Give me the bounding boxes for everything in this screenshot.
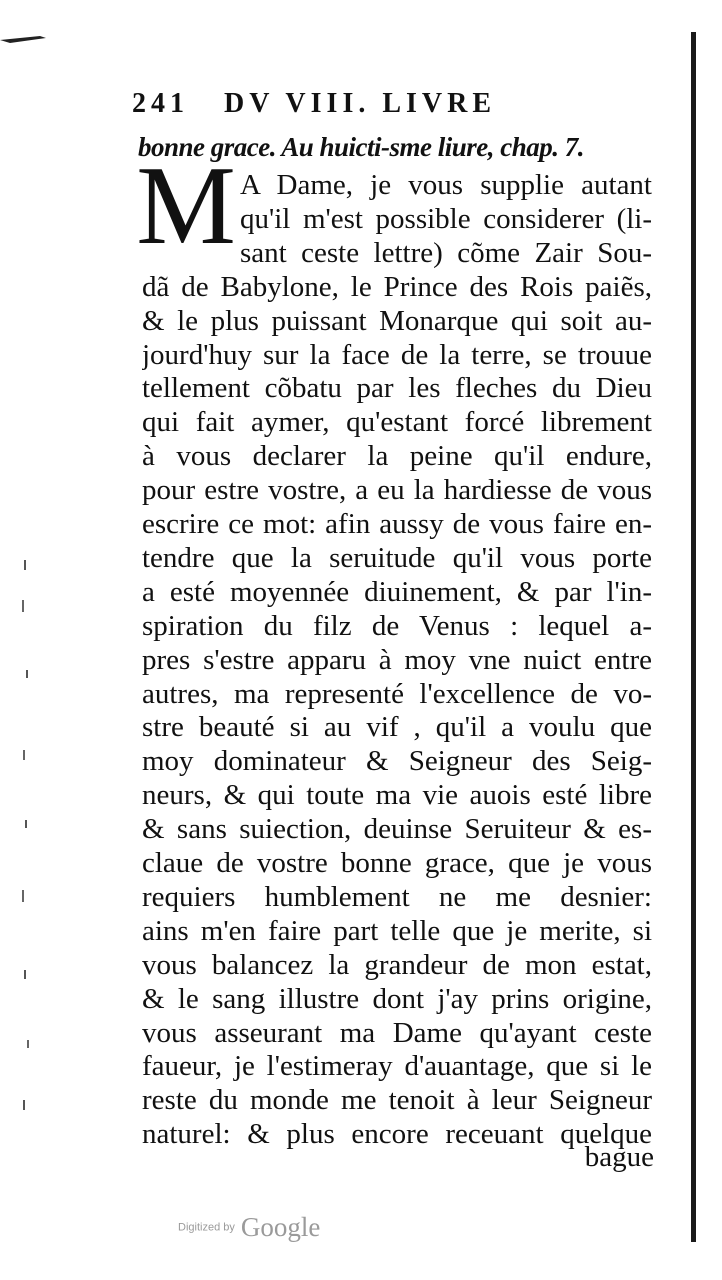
digitized-watermark (178, 1212, 338, 1252)
text-line: à vous declarer la peine qu'il endure, (142, 440, 652, 473)
text-line: moy dominateur & Seigneur des Seig- (142, 745, 652, 778)
text-line: vous asseurant ma Dame qu'ayant ceste (142, 1016, 652, 1049)
text-line: dã de Babylone, le Prince des Rois paiẽs, (142, 270, 652, 303)
text-line: reste du monde me tenoit à leur Seigneur (142, 1084, 652, 1117)
text-line: naturel: & plus encore receuant quelque (142, 1118, 652, 1151)
text-line: sant ceste lettre) cõme Zair Sou- (240, 236, 652, 269)
text-line: stre beauté si au vif , qu'il a voulu que (142, 711, 652, 744)
text-line: spiration du filz de Venus : lequel a- (142, 609, 652, 642)
text-line: qu'il m'est possible considerer (li- (240, 202, 652, 235)
text-line: A Dame, je vous supplie autant (240, 169, 652, 201)
text-line: claue de vostre bonne grace, que je vous (142, 847, 652, 879)
text-line: pres s'estre apparu à moy vne nuict entre (142, 643, 652, 676)
text-line: & le plus puissant Monarque qui soit au- (142, 304, 652, 337)
text-line: & sans suiection, deuinse Seruiteur & es- (142, 813, 652, 846)
watermark-google-text: Google (240, 1212, 321, 1242)
text-line: jourd'huy sur la face de la terre, se trouue (142, 338, 652, 371)
text-line: a esté moyennée diuinement, & par l'in- (142, 575, 652, 608)
page-number: 241 (132, 88, 189, 119)
text-line: & le sang illustre dont j'ay prins origine, (142, 982, 652, 1015)
text-line: neurs, & qui toute ma vie auois esté libre (142, 779, 652, 812)
text-line: escrire ce mot: afin aussy de vous faire en- (142, 508, 652, 540)
text-line: qui fait aymer, qu'estant forcé librement (142, 406, 652, 439)
watermark-digitized-text: Digitized by (178, 1221, 235, 1234)
catchword: bague (584, 1141, 654, 1173)
text-line: tendre que la seruitude qu'il vous porte (142, 541, 652, 574)
text-line: vous balancez la grandeur de mon estat, (142, 948, 652, 981)
text-line: pour estre vostre, a eu la hardiesse de vous (142, 474, 652, 507)
chapter-subtitle: bonne grace. Au huicti-sme liure, chap. 7. (138, 132, 585, 162)
text-line: tellement cõbatu par les fleches du Dieu (142, 372, 652, 405)
text-line: faueur, je l'estimeray d'auantage, que si le (142, 1050, 652, 1083)
text-line: ains m'en faire part telle que je merite, si (142, 914, 652, 947)
drop-cap-initial: M (136, 144, 236, 268)
text-line: autres, ma representé l'excellence de vo- (142, 677, 652, 710)
text-line: requiers humblement ne me desnier: (142, 880, 652, 913)
running-title: DV VIII. LIVRE (224, 88, 497, 119)
